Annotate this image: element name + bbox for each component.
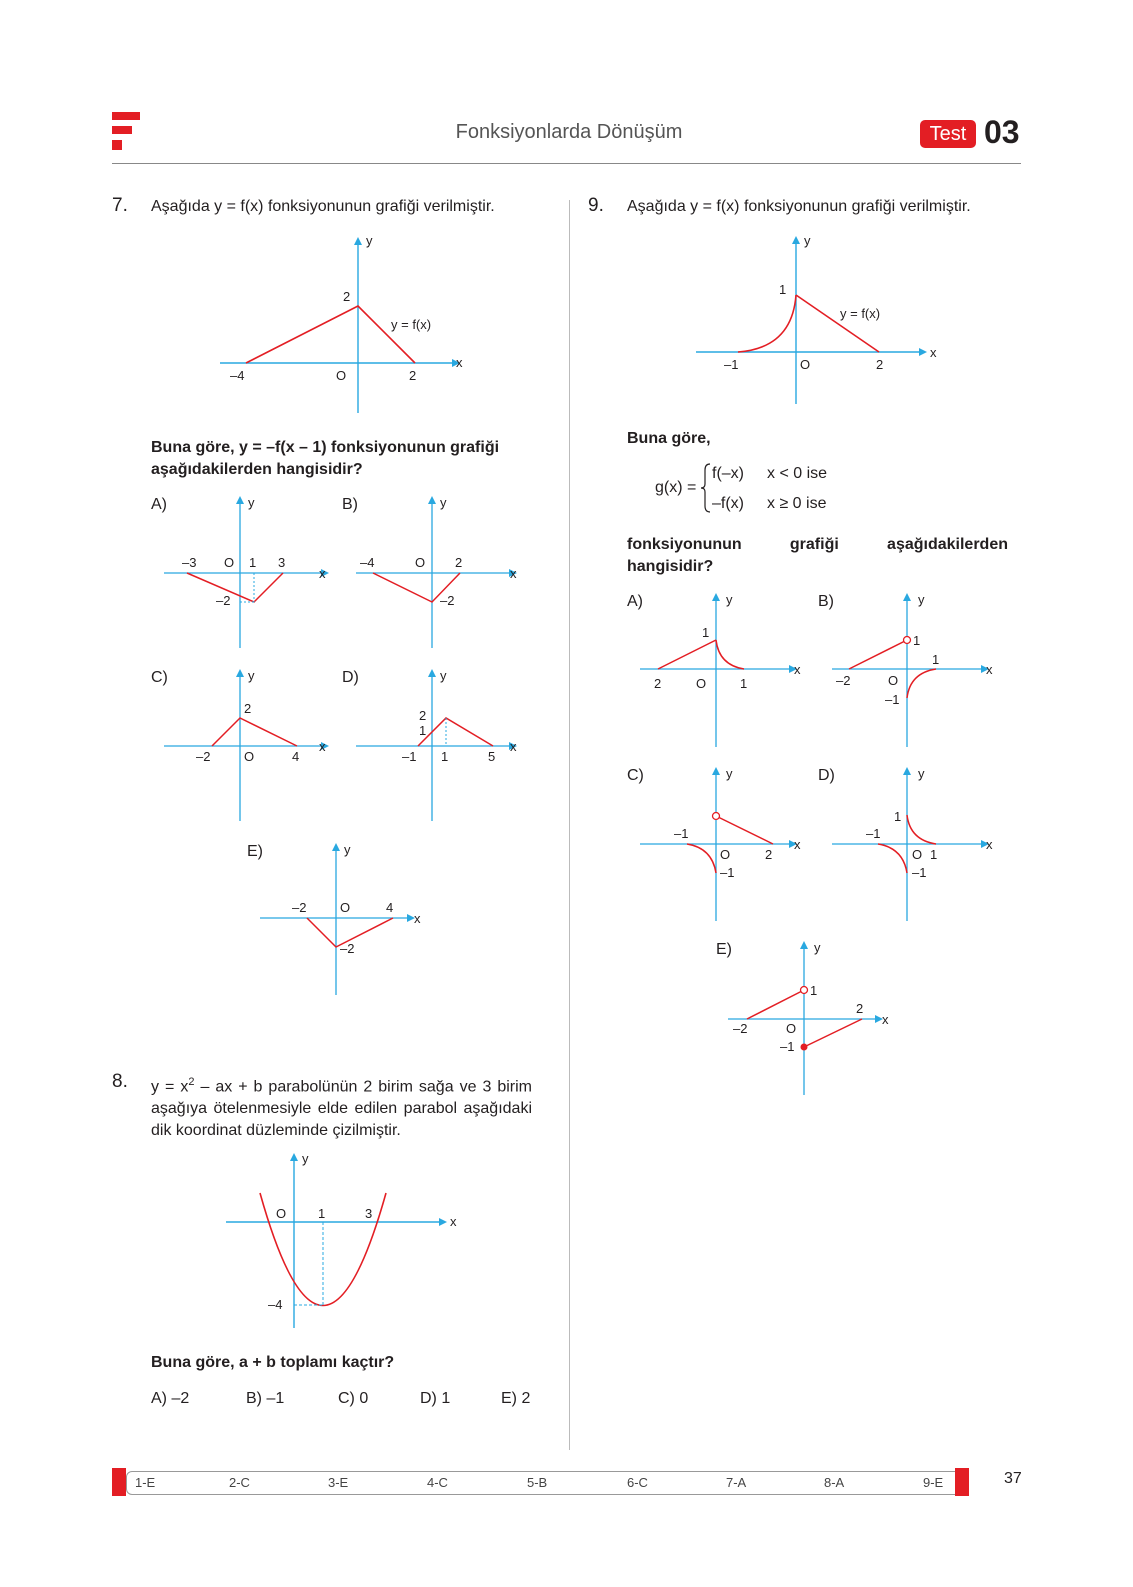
- page-title: Fonksiyonlarda Dönüşüm: [455, 121, 683, 143]
- svg-text:2: 2: [419, 708, 427, 723]
- svg-text:y: y: [726, 766, 733, 781]
- q9-option-d-label[interactable]: D): [818, 767, 835, 784]
- svg-text:–2: –2: [196, 749, 211, 764]
- q7-option-d-graph[interactable]: [352, 665, 532, 825]
- publisher-logo: [112, 112, 142, 152]
- q7-number: 7.: [112, 195, 128, 216]
- header-divider: [112, 163, 1021, 164]
- svg-text:x: x: [986, 837, 993, 852]
- q9-intro: Aşağıda y = f(x) fonksiyonunun grafiği verilmiştir.: [627, 198, 971, 215]
- svg-text:O: O: [720, 847, 731, 862]
- test-badge: Test: [920, 120, 976, 148]
- svg-text:–1: –1: [720, 865, 735, 880]
- answer-key-item: 1-E: [135, 1475, 156, 1490]
- q9-case2-expr: –f(x): [712, 495, 744, 512]
- svg-text:x: x: [510, 566, 517, 581]
- q8-number: 8.: [112, 1071, 128, 1092]
- svg-text:y: y: [302, 1151, 309, 1166]
- svg-text:–3: –3: [182, 555, 197, 570]
- q7-option-d-label[interactable]: D): [342, 669, 359, 686]
- svg-text:–2: –2: [836, 673, 851, 688]
- svg-text:–4: –4: [360, 555, 375, 570]
- svg-text:y: y: [814, 940, 821, 955]
- svg-text:x: x: [794, 837, 801, 852]
- q7-ylabel: y: [366, 233, 373, 248]
- svg-text:2: 2: [856, 1001, 864, 1016]
- answer-key-bar: [126, 1471, 968, 1495]
- svg-text:3: 3: [365, 1206, 373, 1221]
- q9-main-graph: [690, 228, 950, 408]
- svg-text:O: O: [244, 749, 255, 764]
- svg-text:O: O: [415, 555, 426, 570]
- q7-option-a-label[interactable]: A): [151, 496, 167, 513]
- q7-option-e-label[interactable]: E): [247, 843, 263, 860]
- answer-key-item: 2-C: [229, 1475, 250, 1490]
- svg-text:1: 1: [441, 749, 449, 764]
- q8-question: Buna göre, a + b toplamı kaçtır?: [151, 1354, 395, 1371]
- svg-text:y: y: [726, 592, 733, 607]
- q7-main-graph: [210, 228, 480, 418]
- svg-text:x: x: [986, 662, 993, 677]
- answer-key-item: 7-A: [726, 1475, 747, 1490]
- q9-option-c-label[interactable]: C): [627, 767, 644, 784]
- q7-option-a-graph[interactable]: [160, 492, 340, 652]
- svg-text:x: x: [414, 911, 421, 926]
- q8-answer-a[interactable]: A) –2: [151, 1390, 190, 1407]
- svg-text:y: y: [440, 668, 447, 683]
- answer-key-item: 3-E: [328, 1475, 349, 1490]
- answer-key-item: 9-E: [923, 1475, 944, 1490]
- svg-text:O: O: [340, 900, 351, 915]
- svg-text:O: O: [276, 1206, 287, 1221]
- q7-option-b-graph[interactable]: [352, 492, 532, 652]
- svg-text:y: y: [918, 766, 925, 781]
- svg-text:1: 1: [894, 809, 902, 824]
- svg-text:4: 4: [292, 749, 300, 764]
- svg-text:O: O: [912, 847, 923, 862]
- svg-text:O: O: [224, 555, 235, 570]
- q7-xlabel: x: [456, 355, 463, 370]
- svg-text:x: x: [319, 739, 326, 754]
- q9-option-c-graph[interactable]: [636, 763, 816, 925]
- q9-question: fonksiyonunun grafiği aşağıdakilerden hangisidir?: [627, 536, 1008, 575]
- svg-text:y = f(x): y = f(x): [840, 306, 881, 321]
- svg-text:O: O: [888, 673, 899, 688]
- answer-key-item: 5-B: [527, 1475, 548, 1490]
- q9-option-a-graph[interactable]: [636, 589, 816, 751]
- answer-key-item: 4-C: [427, 1475, 448, 1490]
- svg-text:x: x: [510, 739, 517, 754]
- page-number: 37: [1004, 1470, 1022, 1487]
- svg-text:1: 1: [419, 723, 427, 738]
- svg-text:3: 3: [278, 555, 286, 570]
- svg-text:2: 2: [654, 676, 662, 691]
- svg-text:1: 1: [932, 652, 940, 667]
- svg-text:–2: –2: [216, 593, 231, 608]
- q7-option-c-graph[interactable]: [160, 665, 340, 825]
- q7-func-label: y = f(x): [391, 317, 432, 332]
- svg-text:x: x: [930, 345, 937, 360]
- q9-case1-cond: x < 0 ise: [767, 465, 828, 482]
- svg-text:5: 5: [488, 749, 496, 764]
- svg-text:O: O: [696, 676, 707, 691]
- answer-key-right-mark: [955, 1468, 969, 1496]
- svg-text:2: 2: [244, 701, 252, 716]
- svg-text:–1: –1: [885, 692, 900, 707]
- svg-text:1: 1: [740, 676, 748, 691]
- q8-parabola-graph: [220, 1148, 470, 1333]
- svg-text:1: 1: [249, 555, 257, 570]
- svg-text:1: 1: [930, 847, 938, 862]
- q7-origin: O: [336, 368, 347, 383]
- q9-case2-cond: x ≥ 0 ise: [767, 495, 827, 512]
- q8-answer-c[interactable]: C) 0: [338, 1390, 369, 1407]
- svg-text:x: x: [882, 1012, 889, 1027]
- svg-text:y: y: [804, 233, 811, 248]
- svg-text:1: 1: [779, 282, 787, 297]
- q7-option-c-label[interactable]: C): [151, 669, 168, 686]
- q9-number: 9.: [588, 195, 604, 216]
- svg-text:x: x: [319, 566, 326, 581]
- svg-text:1: 1: [913, 633, 921, 648]
- svg-text:1: 1: [318, 1206, 326, 1221]
- svg-text:O: O: [786, 1021, 797, 1036]
- svg-text:–2: –2: [340, 941, 355, 956]
- svg-text:1: 1: [702, 625, 710, 640]
- answer-key-item: 8-A: [824, 1475, 845, 1490]
- svg-text:O: O: [800, 357, 811, 372]
- q9-case1-expr: f(–x): [712, 465, 744, 482]
- svg-text:2: 2: [876, 357, 884, 372]
- q8-answer-d[interactable]: D) 1: [420, 1390, 451, 1407]
- svg-text:y: y: [248, 495, 255, 510]
- q7-tick-2x: 2: [409, 368, 417, 383]
- svg-text:y: y: [248, 668, 255, 683]
- svg-text:2: 2: [765, 847, 773, 862]
- q7-option-e-graph[interactable]: [256, 839, 436, 999]
- svg-text:–1: –1: [912, 865, 927, 880]
- q7-tick-2y: 2: [343, 289, 351, 304]
- q8-answer-e[interactable]: E) 2: [501, 1390, 531, 1407]
- svg-text:–1: –1: [674, 826, 689, 841]
- svg-text:–4: –4: [268, 1297, 283, 1312]
- answer-key-item: 6-C: [627, 1475, 648, 1490]
- q9-option-d-graph[interactable]: [828, 763, 1008, 925]
- svg-text:y: y: [440, 495, 447, 510]
- svg-text:x: x: [794, 662, 801, 677]
- svg-text:–1: –1: [780, 1039, 795, 1054]
- svg-text:–2: –2: [440, 593, 455, 608]
- svg-text:1: 1: [810, 983, 818, 998]
- svg-text:–1: –1: [724, 357, 739, 372]
- q9-option-b-graph[interactable]: [828, 589, 1008, 751]
- q9-given: Buna göre,: [627, 430, 711, 447]
- q8-text: $y = x^2$ – ax + b parabolünün 2 birim sağa ve 3 birim aşağıya ötelenmesiyle elde edilen parabol aşağıdaki dik koordinat düzleminde çizilmiştir.: [151, 1076, 533, 1140]
- q9-option-e-graph[interactable]: [724, 937, 904, 1099]
- svg-text:x: x: [450, 1214, 457, 1229]
- q9-option-a-label[interactable]: A): [627, 593, 643, 610]
- q7-question: Buna göre, y = –f(x – 1) fonksiyonunun grafiği aşağıdakilerden hangisidir?: [151, 439, 500, 478]
- svg-text:–1: –1: [402, 749, 417, 764]
- svg-text:–2: –2: [292, 900, 307, 915]
- svg-text:–1: –1: [866, 826, 881, 841]
- q9-brace: [700, 462, 712, 514]
- q7-intro: Aşağıda y = f(x) fonksiyonunun grafiği verilmiştir.: [151, 198, 495, 215]
- svg-text:4: 4: [386, 900, 394, 915]
- svg-text:–2: –2: [733, 1021, 748, 1036]
- q9-option-e-label[interactable]: E): [716, 941, 732, 958]
- q9-g-lhs: g(x) =: [655, 479, 697, 496]
- svg-text:y: y: [344, 842, 351, 857]
- test-number: 03: [984, 114, 1020, 150]
- q7-option-b-label[interactable]: B): [342, 496, 358, 513]
- svg-text:y: y: [918, 592, 925, 607]
- column-divider: [569, 200, 570, 1450]
- answer-key-left-mark: [112, 1468, 126, 1496]
- q8-answer-b[interactable]: B) –1: [246, 1390, 285, 1407]
- q7-tick-m4: –4: [230, 368, 245, 383]
- q9-option-b-label[interactable]: B): [818, 593, 834, 610]
- svg-text:2: 2: [455, 555, 463, 570]
